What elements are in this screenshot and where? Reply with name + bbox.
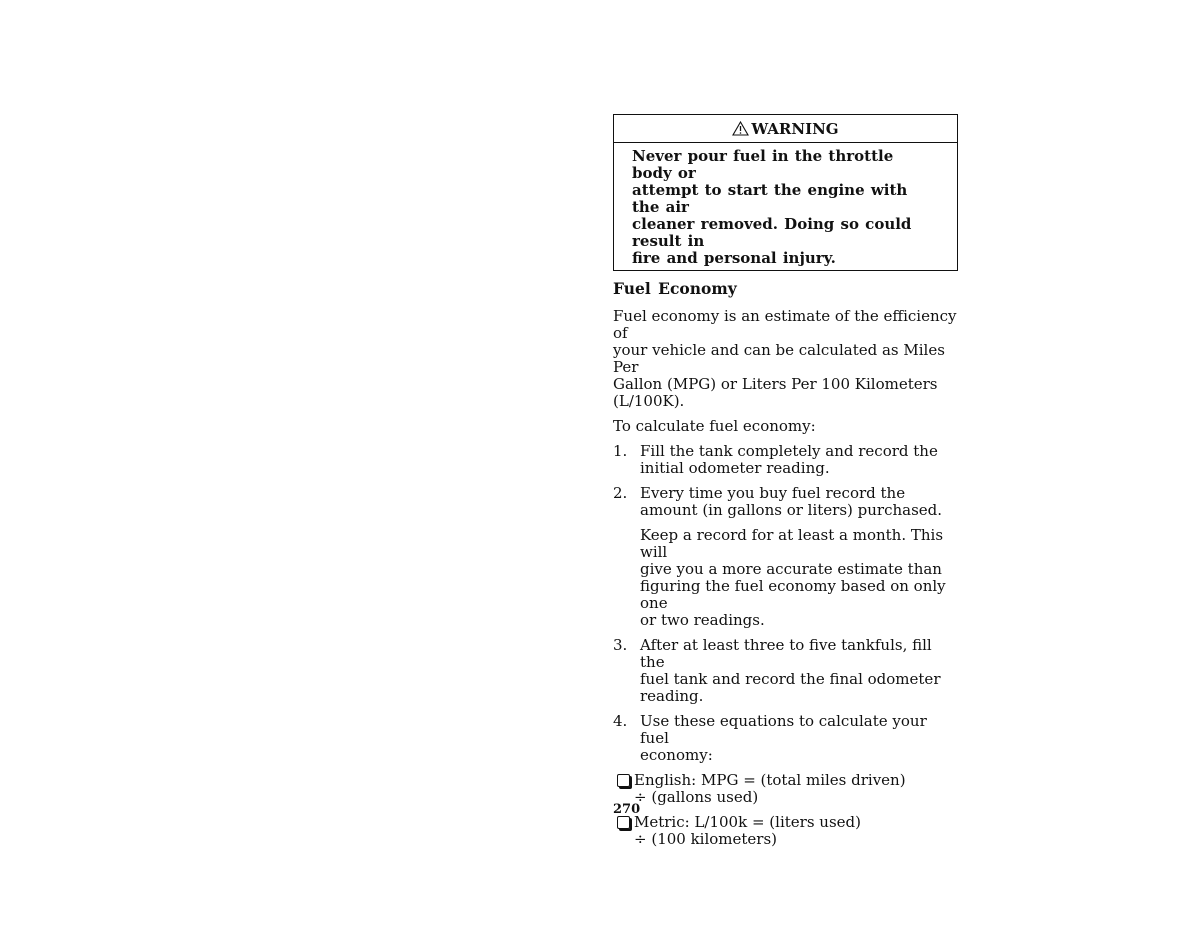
page-content (613, 114, 958, 856)
text-line: Fuel economy is an estimate of the efficiency of (613, 307, 957, 342)
list-item (613, 443, 958, 477)
text-line: ÷ (100 kilometers) (634, 830, 778, 848)
warning-line: Never pour fuel in the throttle body or (632, 147, 894, 182)
warning-title: WARNING (751, 119, 839, 138)
text-line: initial odometer reading. (640, 459, 830, 477)
text-line: figuring the fuel economy based on only one (640, 577, 946, 612)
warning-text (614, 143, 957, 270)
step-text (640, 637, 958, 705)
list-item (613, 485, 958, 519)
text-line: After at least three to five tankfuls, fill the (640, 636, 932, 671)
text-line: Metric: L/100k = (liters used) (634, 813, 861, 831)
text-line: give you a more accurate estimate than (640, 560, 942, 578)
text-line: fuel tank and record the final odometer (640, 670, 941, 688)
warning-header (614, 115, 957, 143)
step-number: 1. (613, 442, 628, 460)
steps-list (613, 443, 958, 764)
text-line: your vehicle and can be calculated as Miles Per (613, 341, 945, 376)
step-text (640, 485, 958, 519)
warning-line: cleaner removed. Doing so could result in (632, 215, 912, 250)
list-item (613, 637, 958, 705)
step-text (640, 443, 958, 477)
text-line: English: MPG = (total miles driven) (634, 771, 906, 789)
warning-line: attempt to start the engine with the air (632, 181, 908, 216)
step-number: 2. (613, 484, 628, 502)
step-text (640, 713, 958, 764)
warning-line: fire and personal injury. (632, 249, 836, 267)
warning-triangle-icon (732, 121, 749, 136)
equation-english (613, 772, 958, 806)
text-line: Every time you buy fuel record the (640, 484, 906, 502)
text-line: Keep a record for at least a month. This will (640, 526, 944, 561)
checkbox-bullet-icon (617, 774, 630, 787)
text-line: reading. (640, 687, 704, 705)
checkbox-bullet-icon (617, 816, 630, 829)
section-heading: Fuel Economy (613, 279, 737, 298)
step-number: 3. (613, 636, 628, 654)
text-line: Fill the tank completely and record the (640, 442, 938, 460)
text-line: amount (in gallons or liters) purchased. (640, 501, 943, 519)
step-note (640, 527, 958, 629)
page-number: 270 (613, 802, 641, 817)
text-line: economy: (640, 746, 713, 764)
calc-intro: To calculate fuel economy: (613, 417, 816, 435)
text-line: Use these equations to calculate your fuel (640, 712, 927, 747)
text-line: ÷ (gallons used) (634, 788, 759, 806)
list-item (613, 713, 958, 764)
text-line: Gallon (MPG) or Liters Per 100 Kilometers (613, 375, 938, 393)
intro-paragraph (613, 308, 958, 410)
text-line: (L/100K). (613, 392, 685, 410)
step-number: 4. (613, 712, 628, 730)
equation-metric (613, 814, 958, 848)
text-line: or two readings. (640, 611, 765, 629)
warning-box (613, 114, 958, 271)
